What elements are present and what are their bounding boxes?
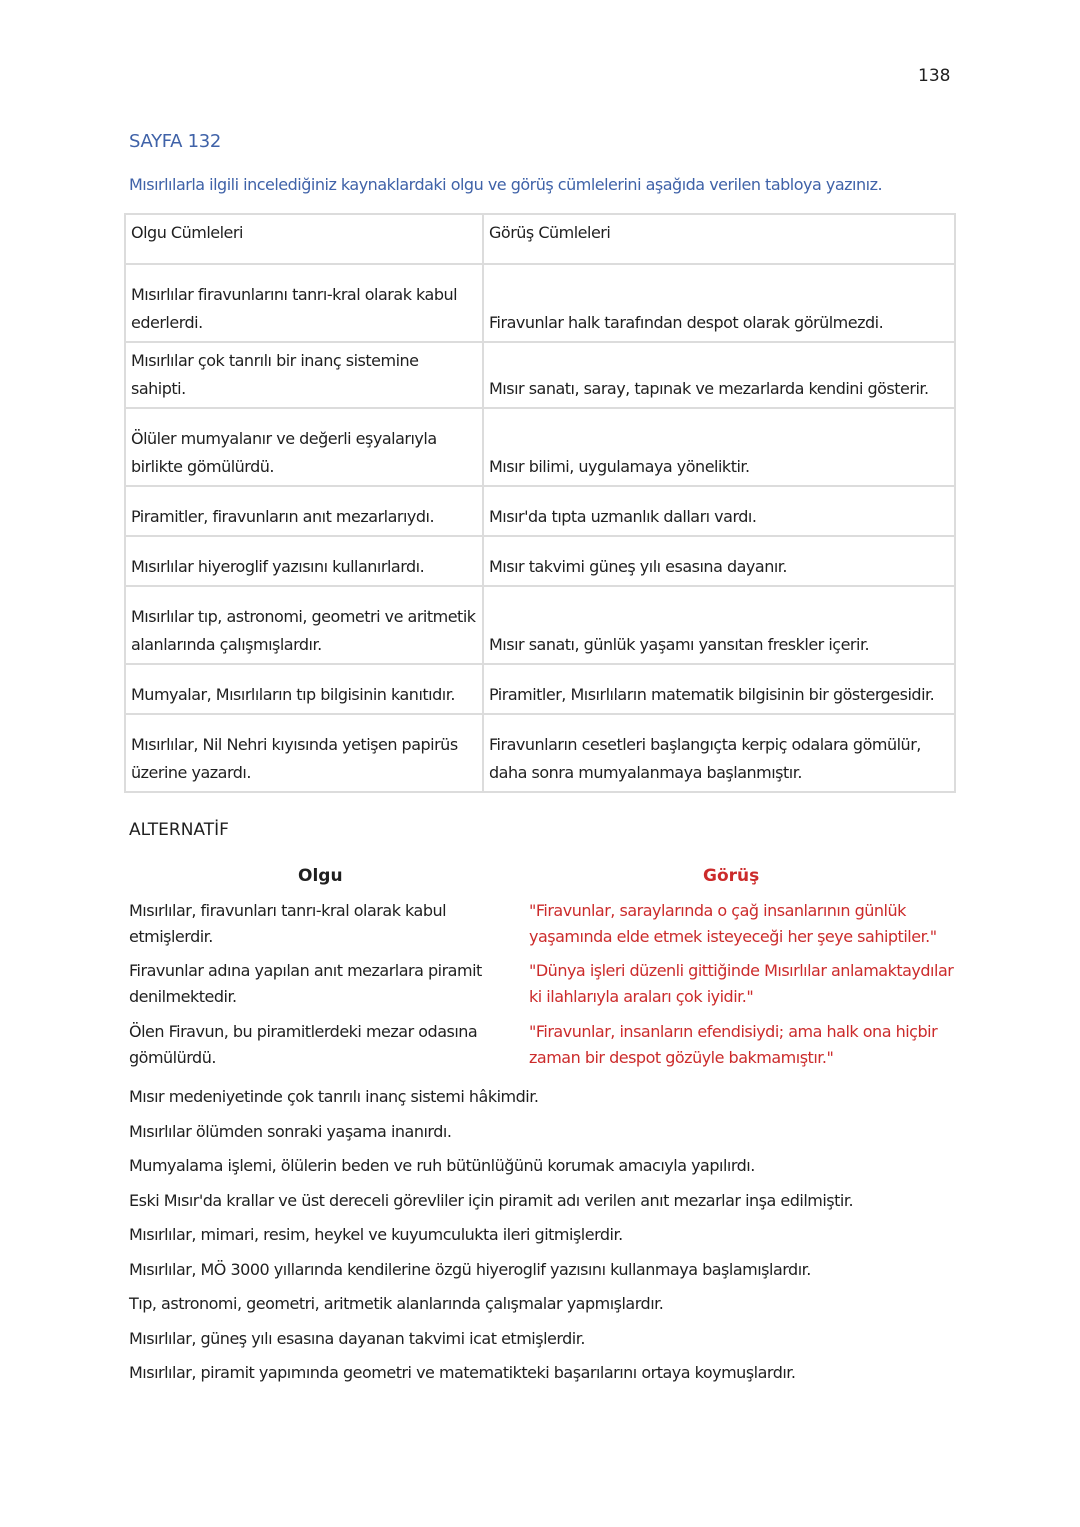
gorus-heading: Görüş <box>703 866 760 886</box>
olgu-cell: Mısırlılar, Nil Nehri kıyısında yetişen papirüs üzerine yazardı. <box>125 714 483 792</box>
list-item: Mısırlılar, piramit yapımında geometri ve matematikteki başarılarını ortaya koymuşlardır. <box>129 1363 796 1382</box>
olgu-cell: Piramitler, firavunların anıt mezarlarıydı. <box>125 486 483 536</box>
olgu-cell: Mumyalar, Mısırlıların tıp bilgisinin kanıtıdır. <box>125 664 483 714</box>
gorus-cell: Mısır bilimi, uygulamaya yöneliktir. <box>483 408 955 486</box>
section-label: SAYFA 132 <box>129 131 222 152</box>
alt-gorus-quote: "Dünya işleri düzenli gittiğinde Mısırlılar anlamaktaydılar ki ilahlarıyla araları çok iyidir." <box>529 961 954 1006</box>
table-row <box>125 536 955 586</box>
olgu-cell: Mısırlılar çok tanrılı bir inanç sistemine sahipti. <box>125 342 483 408</box>
gorus-cell: Mısır sanatı, saray, tapınak ve mezarlarda kendini gösterir. <box>483 342 955 408</box>
table-row <box>125 664 955 714</box>
olgu-heading: Olgu <box>298 866 343 886</box>
gorus-cell: Firavunların cesetleri başlangıçta kerpiç odalara gömülür, daha sonra mumyalanmaya başlanmıştır. <box>483 714 955 792</box>
alt-gorus-quote: "Firavunlar, insanların efendisiydi; ama halk ona hiçbir zaman bir despot gözüyle bakmamıştır." <box>529 1022 938 1067</box>
table-row <box>125 408 955 486</box>
table-header-row <box>125 214 955 264</box>
list-item: Tıp, astronomi, geometri, aritmetik alanlarında çalışmalar yapmışlardır. <box>129 1294 664 1313</box>
table-row <box>125 264 955 342</box>
instruction-text: Mısırlılarla ilgili incelediğiniz kaynaklardaki olgu ve görüş cümlelerini aşağıda verilen tabloya yazınız. <box>129 175 883 194</box>
alternative-label: ALTERNATİF <box>129 820 229 840</box>
list-item: Eski Mısır'da krallar ve üst dereceli görevliler için piramit adı verilen anıt mezarlar inşa edilmiştir. <box>129 1190 854 1210</box>
fact-opinion-table <box>124 213 956 793</box>
page-number: 138 <box>918 66 951 86</box>
gorus-cell: Mısır sanatı, günlük yaşamı yansıtan freskler içerir. <box>483 586 955 664</box>
table-row <box>125 586 955 664</box>
gorus-cell: Mısır takvimi güneş yılı esasına dayanır. <box>483 536 955 586</box>
alt-olgu-item: Mısırlılar, firavunları tanrı-kral olarak kabul etmişlerdir. <box>129 901 447 946</box>
gorus-cell: Piramitler, Mısırlıların matematik bilgisinin bir göstergesidir. <box>483 664 955 714</box>
olgu-cell: Ölüler mumyalanır ve değerli eşyalarıyla birlikte gömülürdü. <box>125 408 483 486</box>
list-item: Mısır medeniyetinde çok tanrılı inanç sistemi hâkimdir. <box>129 1087 539 1106</box>
table-row <box>125 714 955 792</box>
alt-olgu-item: Ölen Firavun, bu piramitlerdeki mezar odasına gömülürdü. <box>129 1022 478 1067</box>
gorus-cell: Firavunlar halk tarafından despot olarak görülmezdi. <box>483 264 955 342</box>
table-header-olgu: Olgu Cümleleri <box>125 214 483 264</box>
table-header-gorus: Görüş Cümleleri <box>483 214 955 264</box>
list-item: Mumyalama işlemi, ölülerin beden ve ruh bütünlüğünü korumak amacıyla yapılırdı. <box>129 1156 755 1175</box>
alt-olgu-list <box>129 1080 1009 1391</box>
list-item: Mısırlılar, mimari, resim, heykel ve kuyumculukta ileri gitmişlerdir. <box>129 1225 623 1244</box>
olgu-cell: Mısırlılar hiyeroglif yazısını kullanırlardı. <box>125 536 483 586</box>
alt-olgu-item: Firavunlar adına yapılan anıt mezarlara piramit denilmektedir. <box>129 961 482 1006</box>
olgu-cell: Mısırlılar firavunlarını tanrı-kral olarak kabul ederlerdi. <box>125 264 483 342</box>
olgu-cell: Mısırlılar tıp, astronomi, geometri ve aritmetik alanlarında çalışmışlardır. <box>125 586 483 664</box>
gorus-cell: Mısır'da tıpta uzmanlık dalları vardı. <box>483 486 955 536</box>
alt-gorus-quote: "Firavunlar, saraylarında o çağ insanlarının günlük yaşamında elde etmek isteyeceği her şeye sahiptiler." <box>529 901 937 946</box>
list-item: Mısırlılar ölümden sonraki yaşama inanırdı. <box>129 1121 452 1141</box>
list-item: Mısırlılar, güneş yılı esasına dayanan takvimi icat etmişlerdir. <box>129 1328 585 1348</box>
table-row <box>125 486 955 536</box>
list-item: Mısırlılar, MÖ 3000 yıllarında kendilerine özgü hiyeroglif yazısını kullanmaya başlamışlardır. <box>129 1259 811 1279</box>
table-row <box>125 342 955 408</box>
